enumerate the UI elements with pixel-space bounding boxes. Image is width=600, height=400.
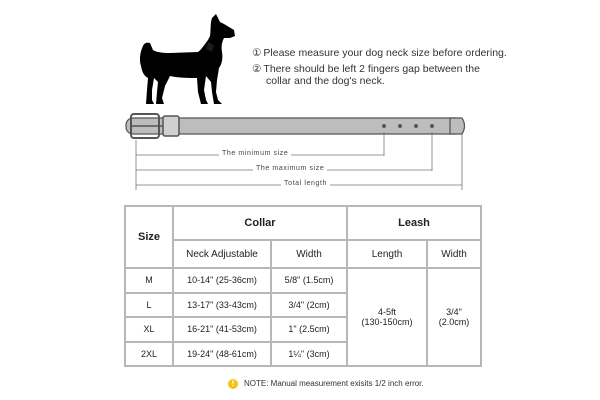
table-row: [126, 343, 480, 366]
instruction-text-1: Please measure your dog neck size before ordering.: [263, 47, 507, 59]
leash-length-cell: [348, 269, 426, 365]
collar-hole: [382, 124, 386, 128]
instruction-text-2: There should be left 2 fingers gap between the: [263, 63, 480, 75]
neck-cell: 16-21" (41-53cm): [174, 318, 270, 341]
table-row: [126, 269, 480, 292]
measurement-note: [228, 379, 424, 389]
total-length-label: Total length: [281, 180, 330, 187]
leash-header: Leash: [348, 207, 480, 239]
warning-icon: !: [228, 379, 238, 389]
collar-width-header: Width: [272, 241, 346, 267]
collar-hole: [414, 124, 418, 128]
collar-width-cell: 3/4" (2cm): [272, 294, 346, 317]
leash-width-cell: [428, 269, 480, 365]
instruction-text-2b: collar and the dog's neck.: [266, 75, 385, 87]
collar-illustration: [126, 114, 465, 138]
instruction-number-2: ②: [252, 63, 262, 75]
size-chart-table: [124, 205, 482, 367]
note-text: NOTE: Manual measurement exisits 1/2 inch error.: [244, 379, 424, 389]
collar-width-cell: 5/8" (1.5cm): [272, 269, 346, 292]
size-cell: 2XL: [126, 343, 172, 366]
leash-length-metric: (130-150cm): [361, 317, 413, 327]
instruction-number-1: ①: [252, 47, 262, 59]
collar-hole: [430, 124, 434, 128]
size-header: Size: [126, 207, 172, 267]
size-cell: L: [126, 294, 172, 317]
leash-width-metric: (2.0cm): [438, 317, 470, 327]
size-cell: M: [126, 269, 172, 292]
table-row: [126, 294, 480, 317]
leash-length-header: Length: [348, 241, 426, 267]
neck-cell: 13-17" (33-43cm): [174, 294, 270, 317]
collar-width-cell: 1¼" (3cm): [272, 343, 346, 366]
collar-hole: [398, 124, 402, 128]
minimum-size-label: The minimum size: [219, 150, 291, 157]
leash-width-value: 3/4": [446, 307, 462, 317]
neck-adjustable-header: Neck Adjustable: [174, 241, 270, 267]
leash-length-value: 4-5ft: [377, 307, 396, 317]
collar-width-cell: 1" (2.5cm): [272, 318, 346, 341]
maximum-size-label: The maximum size: [253, 165, 327, 172]
neck-cell: 19-24" (48-61cm): [174, 343, 270, 366]
collar-header: Collar: [174, 207, 346, 239]
neck-cell: 10-14" (25-36cm): [174, 269, 270, 292]
leash-width-header: Width: [428, 241, 480, 267]
size-cell: XL: [126, 318, 172, 341]
table-row: [126, 318, 480, 341]
